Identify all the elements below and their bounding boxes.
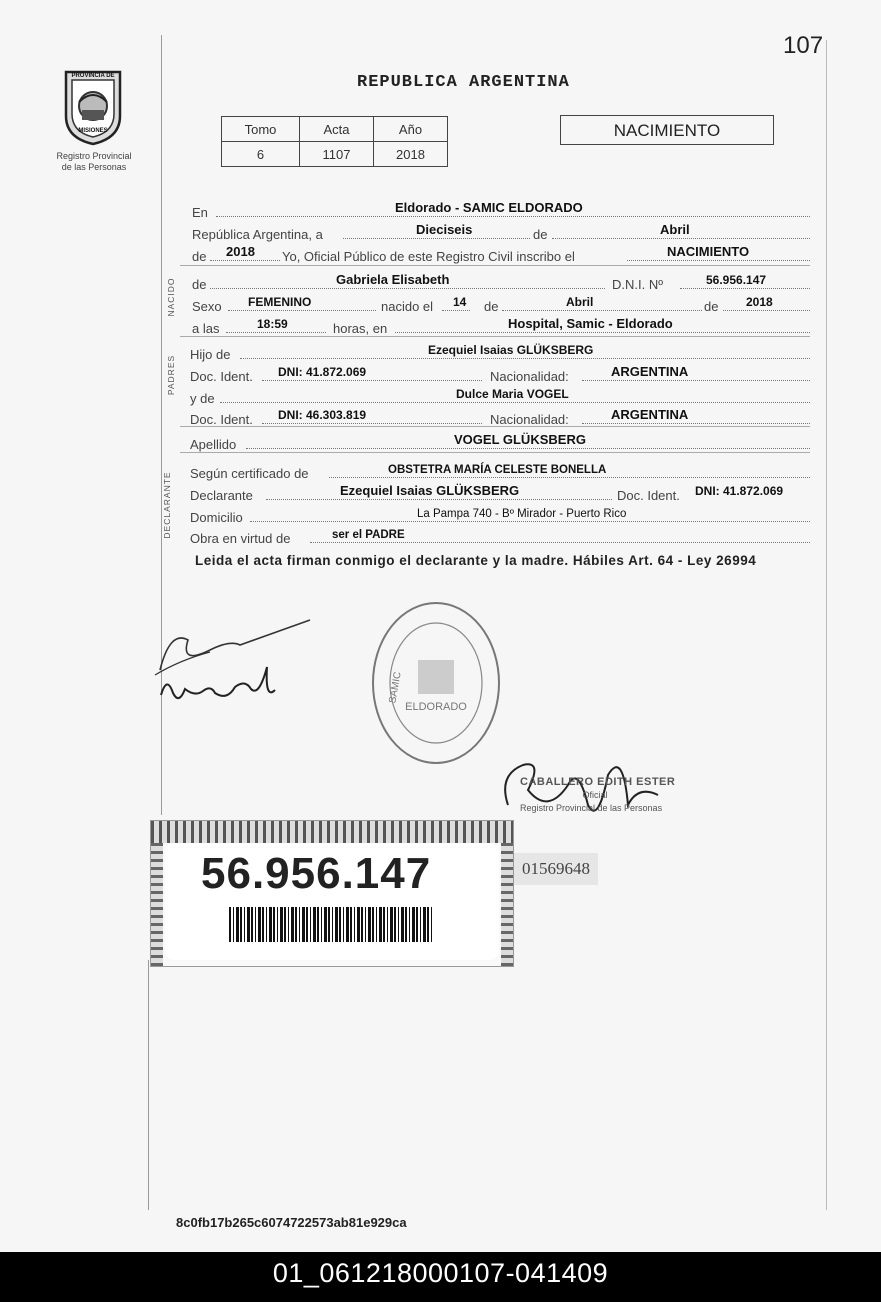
- label-segun-certificado: Según certificado de: [190, 466, 309, 481]
- section-divider: [180, 452, 810, 453]
- value-domicilio: La Pampa 740 - Bº Mirador - Puerto Rico: [417, 508, 627, 520]
- value-hora: 18:59: [257, 317, 288, 331]
- sticker-inner: [165, 843, 499, 960]
- label-dni: D.N.I. Nº: [612, 277, 663, 292]
- label-horas-en: horas, en: [333, 321, 388, 336]
- value-inscribe: NACIMIENTO: [667, 244, 750, 259]
- value-tomo: 6: [222, 142, 300, 167]
- label-y-de: y de: [190, 391, 215, 406]
- label-nacionalidad-padre: Nacionalidad:: [490, 369, 569, 384]
- value-madre: Dulce Maria VOGEL: [456, 387, 569, 401]
- label-de-2: de: [192, 249, 207, 264]
- value-dni: 56.956.147: [706, 273, 767, 287]
- row-hora: [190, 314, 810, 336]
- label-yo: Yo, Oficial Público de este Registro Civil inscribo el: [282, 249, 575, 264]
- row-lugar: [190, 198, 810, 220]
- row-sexo: [190, 292, 810, 314]
- value-declarante: Ezequiel Isaias GLÜKSBERG: [340, 483, 520, 498]
- official-title: Oficial: [582, 790, 608, 800]
- value-acta: 1107: [300, 142, 374, 167]
- closing-statement: Leida el acta firman conmigo el declarante y la madre. Hábiles Art. 64 - Ley 26994: [195, 553, 757, 568]
- row-apellido: [190, 430, 810, 452]
- record-type-box: NACIMIENTO: [560, 115, 774, 145]
- value-padre: Ezequiel Isaias GLÜKSBERG: [428, 343, 594, 357]
- value-apellido: VOGEL GLÜKSBERG: [454, 432, 586, 447]
- side-label-padres: PADRES: [166, 354, 176, 396]
- value-mes: Abril: [660, 222, 690, 237]
- sticker-pattern-band: [151, 821, 513, 843]
- value-lugar-nacimiento: Hospital, Samic - Eldorado: [508, 316, 673, 331]
- label-nacionalidad-madre: Nacionalidad:: [490, 412, 569, 427]
- value-madre-doc: DNI: 46.303.819: [278, 408, 367, 422]
- value-dia: Dieciseis: [416, 222, 473, 237]
- row-inscripcion: [190, 242, 810, 264]
- value-nac-dia: 14: [453, 295, 467, 309]
- value-nombre: Gabriela Elisabeth: [336, 272, 450, 287]
- svg-text:ELDORADO: ELDORADO: [405, 701, 467, 713]
- value-nac-mes: Abril: [566, 295, 594, 309]
- row-fecha: [190, 220, 810, 242]
- label-a-las: a las: [192, 321, 220, 336]
- row-padre: [190, 340, 810, 362]
- label-nacido: nacido el: [381, 299, 434, 314]
- label-declarante: Declarante: [190, 488, 253, 503]
- footer-filename: 01_061218000107-041409: [0, 1252, 881, 1302]
- official-stamp: [520, 776, 720, 815]
- label-en: En: [192, 205, 208, 220]
- document-hash: 8c0fb17b265c6074722573ab81e929ca: [176, 1215, 407, 1230]
- row-madre-doc: [190, 405, 810, 427]
- label-de-nac-1: de: [484, 299, 499, 314]
- sticker-pattern-left: [151, 843, 163, 966]
- value-padre-nacionalidad: ARGENTINA: [611, 364, 689, 379]
- label-de-nombre: de: [192, 277, 207, 292]
- label-de-nac-2: de: [704, 299, 719, 314]
- sticker-number: 56.956.147: [201, 849, 432, 898]
- row-obra: [190, 524, 810, 546]
- row-domicilio: [190, 503, 810, 525]
- signature-madre: [155, 645, 285, 715]
- barcode: [229, 907, 434, 942]
- label-doc-ident-declarante: Doc. Ident.: [617, 488, 680, 503]
- value-lugar: Eldorado - SAMIC ELDORADO: [395, 200, 583, 215]
- logo-caption-line-1: Registro Provincial: [56, 151, 132, 161]
- side-label-nacido: NACIDO: [166, 277, 176, 317]
- value-declarante-doc: DNI: 41.872.069: [695, 484, 784, 498]
- left-margin-line-lower: [148, 960, 149, 1210]
- value-obra: ser el PADRE: [332, 529, 405, 541]
- value-madre-nacionalidad: ARGENTINA: [611, 407, 689, 422]
- sticker-pattern-right: [501, 843, 513, 966]
- section-divider: [180, 426, 810, 427]
- svg-text:MISIONES: MISIONES: [78, 128, 108, 134]
- id-number-sticker: [150, 820, 514, 967]
- value-sexo: FEMENINO: [248, 295, 312, 309]
- svg-text:PROVINCIA DE: PROVINCIA DE: [71, 73, 115, 79]
- official-office: Registro Provincial de las Personas: [520, 803, 663, 813]
- value-certificado: OBSTETRA MARÍA CELESTE BONELLA: [388, 464, 607, 476]
- section-divider: [180, 336, 810, 337]
- side-label-declarante: DECLARANTE: [162, 471, 172, 539]
- registry-seal: [368, 598, 504, 768]
- value-padre-doc: DNI: 41.872.069: [278, 365, 367, 379]
- document-title: REPUBLICA ARGENTINA: [357, 73, 570, 92]
- label-sexo: Sexo: [192, 299, 222, 314]
- row-nombre: [190, 270, 810, 292]
- row-declarante: [190, 481, 810, 503]
- right-margin-line: [826, 40, 827, 1210]
- row-madre: [190, 384, 810, 406]
- label-doc-ident-madre: Doc. Ident.: [190, 412, 253, 427]
- svg-text:SAMIC: SAMIC: [387, 671, 404, 705]
- control-code: 01569648: [514, 853, 598, 885]
- section-divider: [180, 265, 810, 266]
- row-padre-doc: [190, 362, 810, 384]
- row-certificado: [190, 459, 810, 481]
- value-anio: 2018: [374, 142, 448, 167]
- header-acta: Acta: [300, 117, 374, 142]
- label-obra: Obra en virtud de: [190, 531, 291, 546]
- logo-caption-line-2: de las Personas: [61, 162, 127, 172]
- registry-table: [221, 116, 448, 167]
- label-domicilio: Domicilio: [190, 510, 243, 525]
- label-hijo-de: Hijo de: [190, 347, 231, 362]
- value-nac-anio: 2018: [746, 295, 773, 309]
- value-anio-inscripcion: 2018: [226, 244, 255, 259]
- label-de: de: [533, 227, 548, 242]
- header-tomo: Tomo: [222, 117, 300, 142]
- header-anio: Año: [374, 117, 448, 142]
- provincial-coat-of-arms-logo: [58, 66, 128, 146]
- page-number: 107: [783, 32, 824, 59]
- logo-caption: [44, 151, 144, 173]
- label-doc-ident-padre: Doc. Ident.: [190, 369, 253, 384]
- label-republica: República Argentina, a: [192, 227, 323, 242]
- label-apellido: Apellido: [190, 437, 237, 452]
- official-name: CABALLERO EDITH ESTER: [520, 776, 676, 788]
